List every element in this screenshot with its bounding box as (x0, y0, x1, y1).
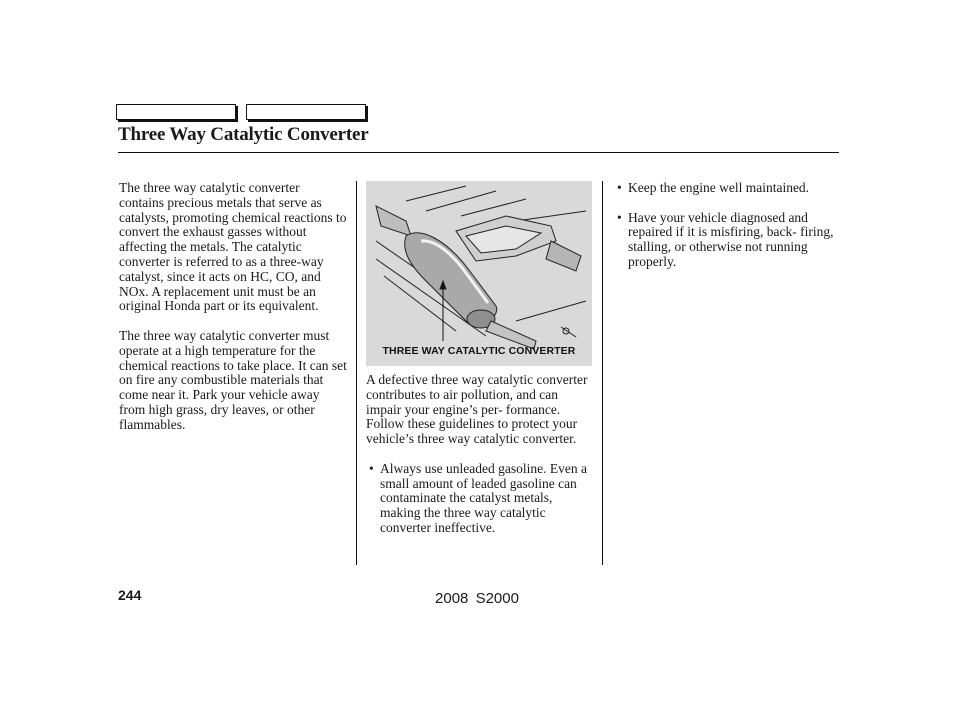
catalytic-converter-illustration (366, 181, 592, 366)
paragraph: The three way catalytic converter contains precious metals that serve as catalysts, promoting chemical reactions to convert the exhaust gasses without affecting the metals. The catalytic converter is referred to as a three-way catalyst, since it acts on HC, CO, and NOx. A replacement unit must be an original Honda part or its equivalent. (119, 180, 347, 314)
paragraph: The three way catalytic converter must operate at a high temperature for the chemical reactions to take place. It can set on fire any combustible materials that come near it. Park your vehicle away from high grass, dry leaves, or other flammables. (119, 327, 347, 432)
section-tab-marker (246, 104, 366, 120)
list-item (614, 211, 840, 270)
bullet-icon: • (617, 209, 622, 225)
title-divider (118, 152, 839, 153)
figure-caption: THREE WAY CATALYTIC CONVERTER (382, 345, 576, 357)
list-item-text: Keep the engine well maintained. (628, 180, 810, 195)
section-tab-marker (116, 104, 236, 120)
page-number: 244 (118, 587, 142, 603)
page-title: Three Way Catalytic Converter (118, 124, 369, 145)
column-1 (119, 181, 347, 433)
bullet-icon: • (617, 180, 622, 195)
column-divider (602, 181, 603, 565)
bullet-icon: • (369, 460, 374, 476)
column-divider (356, 181, 357, 565)
list-item-text: Have your vehicle diagnosed and repaired if it is misfiring, back- firing, stalling, or otherwise not running properly. (628, 209, 834, 269)
column-2 (366, 373, 596, 536)
footer-model: 2008 S2000 (435, 590, 519, 607)
column-3 (614, 181, 840, 270)
list-item-text: Always use unleaded gasoline. Even a small amount of leaded gasoline can contaminate the catalyst metals, making the three way catalytic converter ineffective. (380, 460, 587, 535)
list-item (366, 462, 596, 536)
guideline-list (366, 462, 596, 536)
list-item (614, 181, 840, 196)
catalytic-converter-drawing (366, 181, 592, 366)
guideline-list (614, 181, 840, 270)
paragraph: A defective three way catalytic converter contributes to air pollution, and can impair your engine’s per- formance. Follow these guidelines to protect your vehicle’s three way catalytic converter. (366, 372, 588, 447)
